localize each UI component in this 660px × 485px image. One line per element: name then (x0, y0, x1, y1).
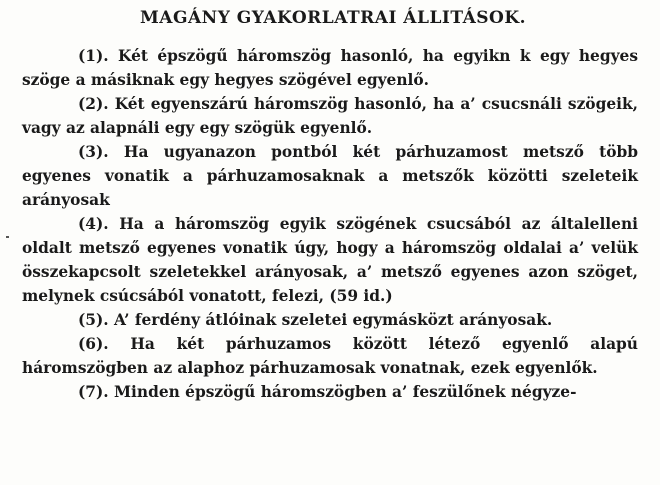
paragraph-number: (3). (78, 143, 109, 161)
paragraph-number: (1). (78, 47, 109, 65)
paragraph-text: Ha ugyanazon pontból két párhuzamost metsző több egyenes vonatik a párhuzamosaknak a metszők közötti szeleteik arányosak (22, 143, 638, 209)
paragraph-number: (5). (78, 311, 109, 329)
paragraph-1 (22, 44, 638, 92)
paragraph-number: (7). (78, 383, 109, 401)
paragraph-text: Ha a háromszög egyik szögének csucsából az általelleni oldalt metsző egyenes vonatik úgy, hogy a háromszög oldalai a’ velük összekapcsolt szeletekkel arányosak, a’ metsző egyenes azon szöget, melynek csúcsából vonatott, felezi, (59 id.) (22, 215, 638, 305)
paragraph-text: Két épszögű háromszög hasonló, ha egyikn k egy hegyes szöge a másiknak egy hegyes szögével egyenlő. (22, 47, 638, 89)
paragraph-text: A’ ferdény átlóinak szeletei egymásközt arányosak. (108, 311, 553, 329)
paragraph-3 (22, 140, 638, 212)
paragraph-number: (4). (78, 215, 109, 233)
paragraph-6 (22, 332, 638, 380)
margin-mark (6, 236, 9, 238)
paragraph-7 (22, 380, 638, 404)
section-heading: MAGÁNY GYAKORLATRAI ÁLLITÁSOK. (139, 8, 527, 28)
paragraph-5 (22, 308, 638, 332)
paragraph-text: Minden épszögű háromszögben a’ feszülőnek négyze- (108, 383, 577, 401)
paragraph-2 (22, 92, 638, 140)
paragraph-4 (22, 212, 638, 308)
paragraph-number: (6). (78, 335, 109, 353)
paragraph-number: (2). (78, 95, 109, 113)
paragraph-text: Ha két párhuzamos között létező egyenlő alapú háromszögben az alaphoz párhuzamosak vonatnak, ezek egyenlők. (22, 335, 638, 377)
paragraph-text: Két egyenszárú háromszög hasonló, ha a’ csucsnáli szögeik, vagy az alapnáli egy egy szögük egyenlő. (22, 95, 638, 137)
